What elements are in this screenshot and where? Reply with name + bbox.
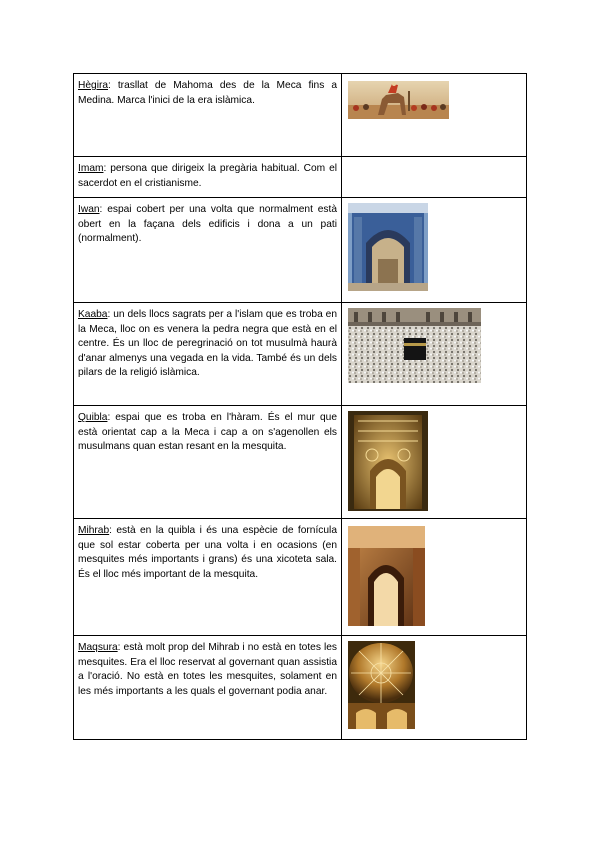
table-row <box>74 519 527 636</box>
table-row <box>74 74 527 157</box>
definition-text: : espai cobert per una volta que normalment està obert en la façana dels edificis i dona a un pati (normalment). <box>78 204 337 244</box>
definition-cell <box>74 74 342 157</box>
image-cell-empty <box>342 157 527 198</box>
definition-text: : trasllat de Mahoma des de la Meca fins a Medina. Marca l'inici de la era islàmica. <box>78 80 337 106</box>
definition-text: : un dels llocs sagrats per a l'islam que es troba en la Meca, lloc on es venera la pedra negra que està en el centre. És un lloc de peregrinació on tot musulmà haurà d'anar almenys una vegada en la vida. També és un dels pilars de la religió islàmica. <box>78 309 337 378</box>
definition-cell <box>74 519 342 636</box>
definition-cell <box>74 303 342 406</box>
definition-cell <box>74 157 342 198</box>
image-cell <box>342 74 527 157</box>
image-cell <box>342 303 527 406</box>
image-cell <box>342 198 527 303</box>
kaaba-image <box>348 308 481 383</box>
quibla-image <box>348 411 428 511</box>
image-cell <box>342 636 527 740</box>
definition-text: : espai que es troba en l'hàram. És el mur que està orientat cap a la Meca i cap a on s'agenollen els musulmans quan estan resant en la mesquita. <box>78 412 337 452</box>
iwan-image <box>348 203 428 291</box>
table-row <box>74 406 527 519</box>
term-hegira: Hègira <box>78 80 109 91</box>
term-kaaba: Kaaba <box>78 309 108 320</box>
term-mihrab: Mihrab <box>78 525 110 536</box>
maqsura-image <box>348 641 415 729</box>
glossary-table <box>73 73 527 740</box>
table-row <box>74 157 527 198</box>
term-iwan: Iwan <box>78 204 100 215</box>
table-row <box>74 303 527 406</box>
definition-cell <box>74 198 342 303</box>
term-quibla: Quibla <box>78 412 108 423</box>
definition-text: : persona que dirigeix la pregària habitual. Com el sacerdot en el cristianisme. <box>78 163 337 189</box>
definition-text: : està en la quibla i és una espècie de fornícula que sol estar coberta per una volta i en ocasions (en mesquites més importants i grans) és una xicoteta sala. És el lloc més important de la mesquita. <box>78 525 337 580</box>
image-cell <box>342 406 527 519</box>
table-row <box>74 636 527 740</box>
image-cell <box>342 519 527 636</box>
term-maqsura: Maqsura <box>78 642 118 653</box>
term-imam: Imam <box>78 163 104 174</box>
hegira-image <box>348 81 449 119</box>
table-row <box>74 198 527 303</box>
mihrab-image <box>348 526 425 626</box>
definition-cell <box>74 406 342 519</box>
definition-cell <box>74 636 342 740</box>
definition-text: : està molt prop del Mihrab i no està en totes les mesquites. Era el lloc reservat al governant quan assistia a l'oració. No està en totes les mesquites, solament en les més importants a les quals el governant podia anar. <box>78 642 337 697</box>
